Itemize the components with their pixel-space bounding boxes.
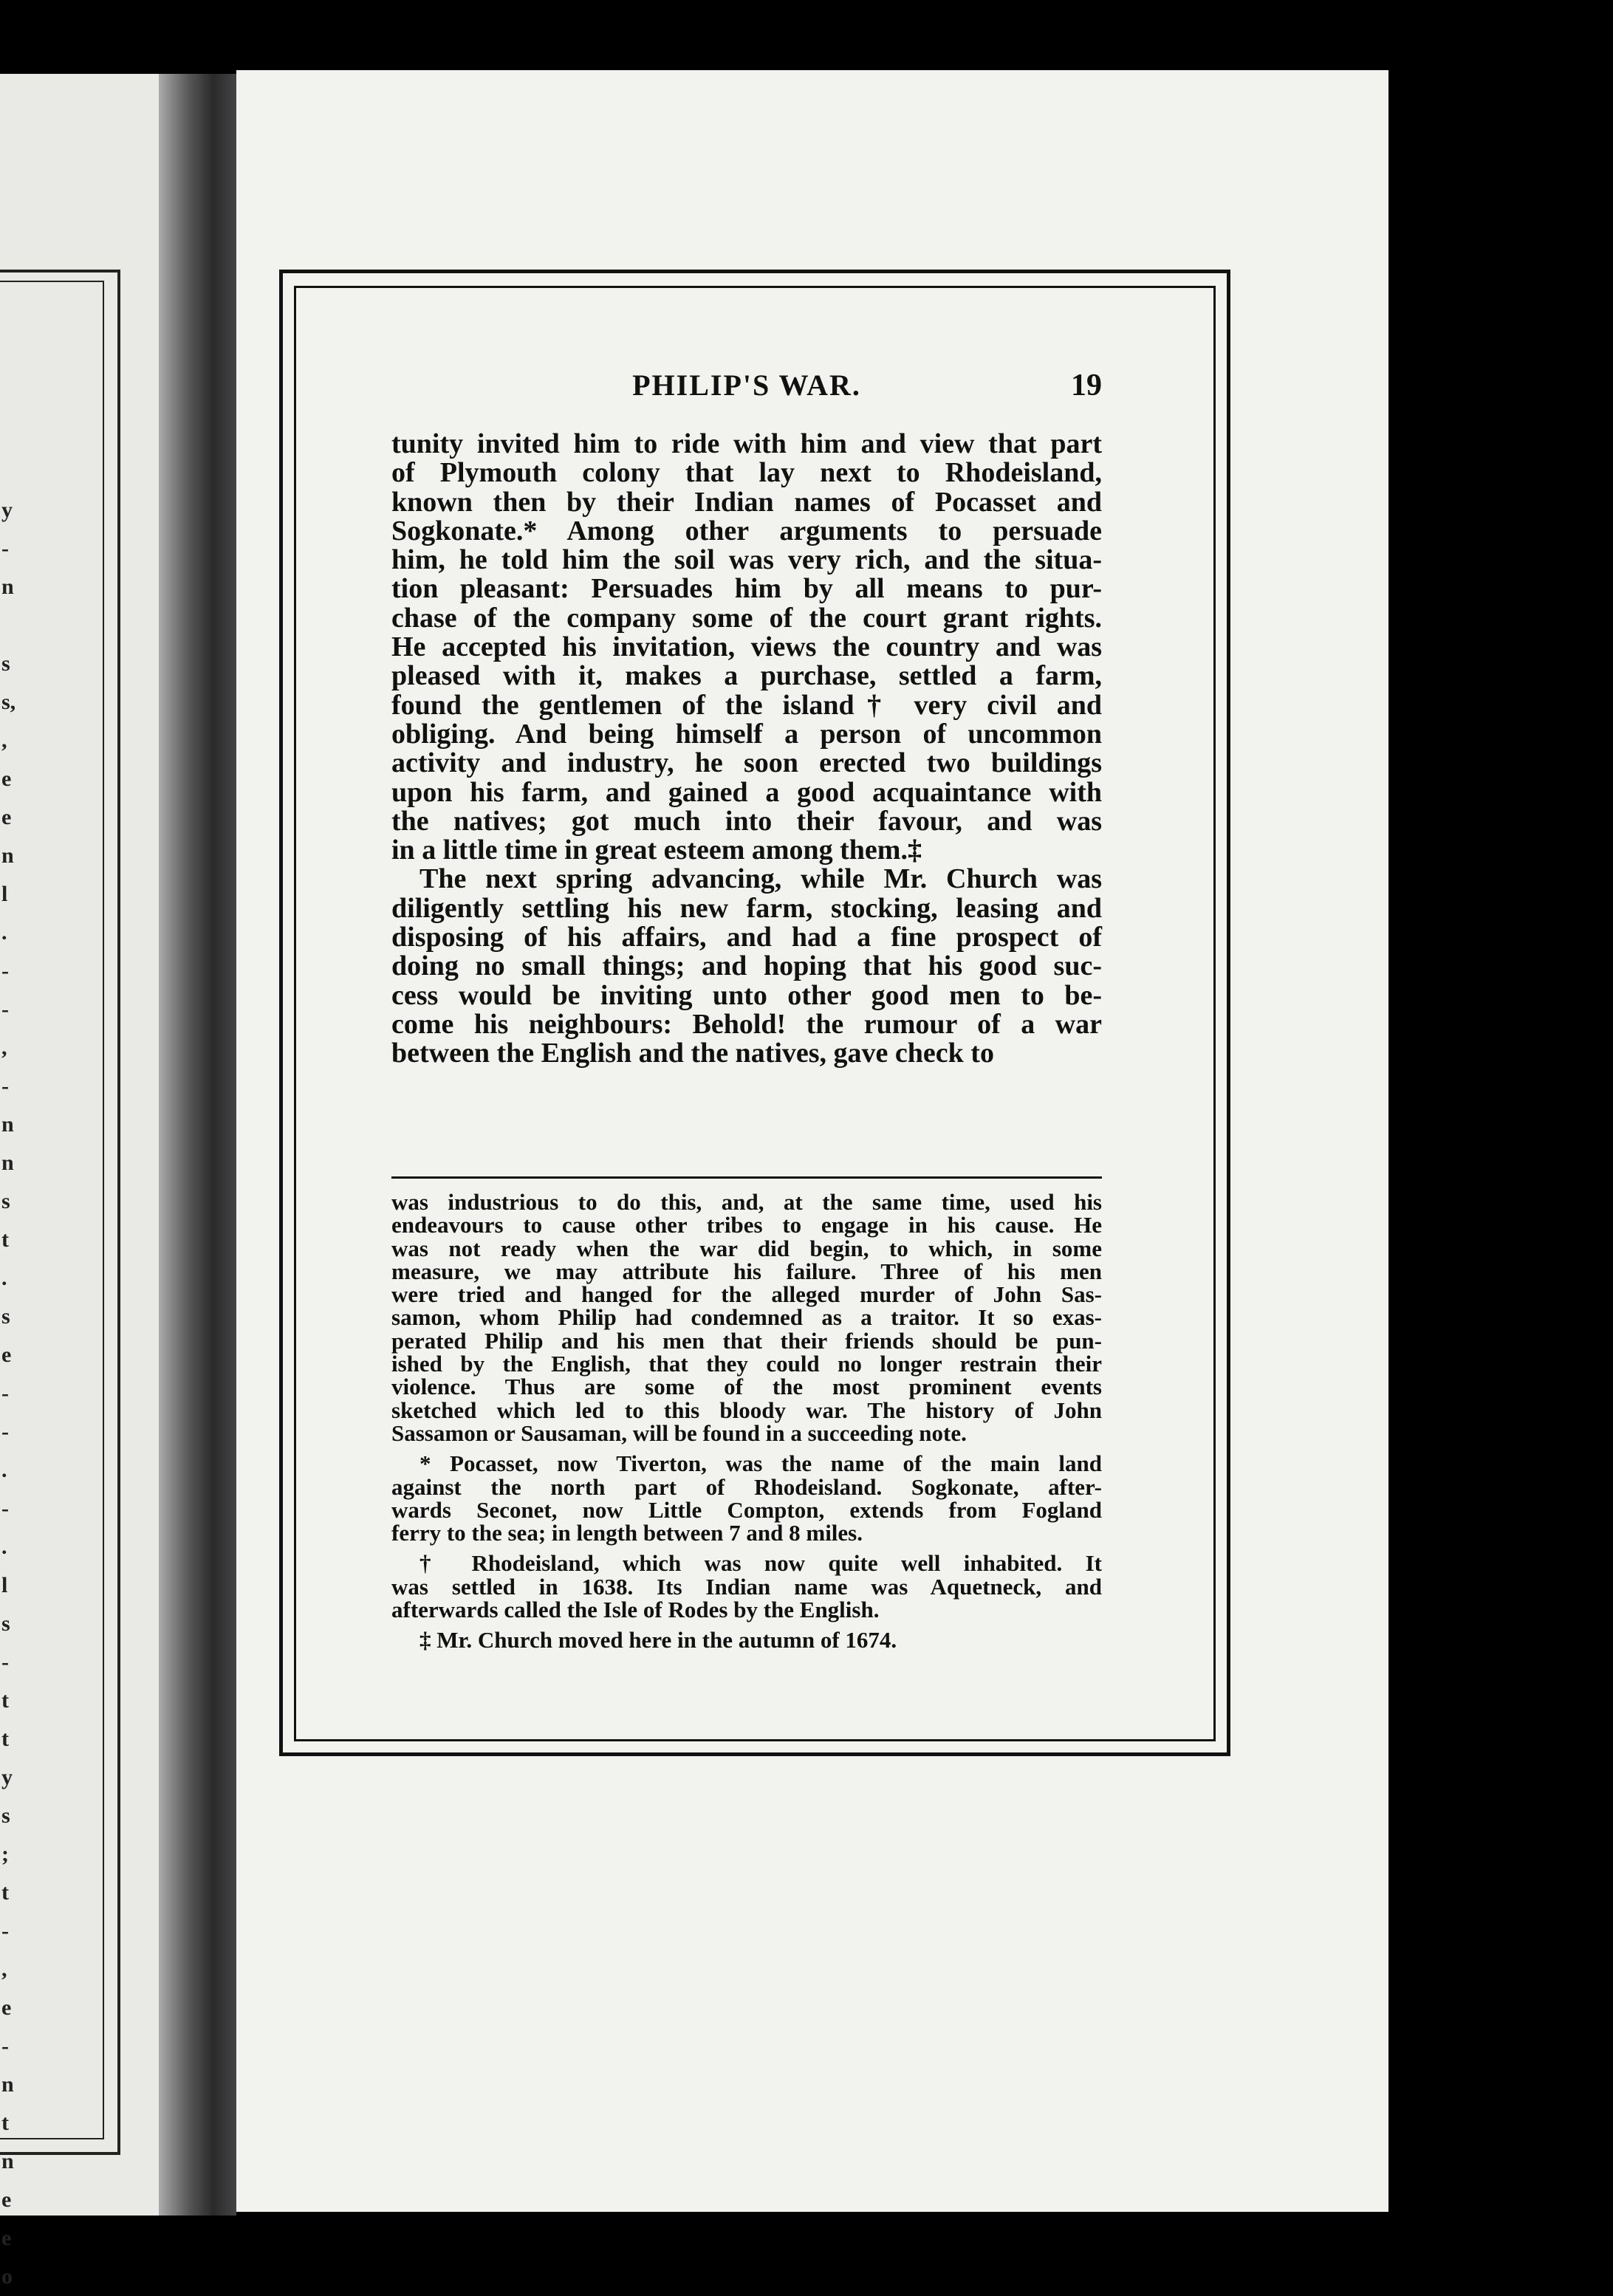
footnote-line: * Pocasset, now Tiverton, was the name of the main land xyxy=(419,1450,1102,1477)
footnote-line: perated Philip and his men that their friends should be pun- xyxy=(391,1327,1102,1354)
footnote-rule xyxy=(391,1176,1102,1179)
left-page-edge-char: l xyxy=(1,1573,8,1597)
left-page-edge-char: , xyxy=(1,1957,7,1981)
left-page-edge-char: - xyxy=(1,1074,9,1098)
left-page-edge-char: e xyxy=(1,767,12,791)
body-line: found the gentlemen of the island† very civil and xyxy=(391,689,1102,721)
left-page-edge-char: o xyxy=(1,2264,13,2289)
footnote-line: was not ready when the war did begin, to which, in some xyxy=(391,1235,1102,1261)
left-page-edge-char: . xyxy=(1,1458,7,1482)
left-page-edge-char: e xyxy=(1,1995,12,2020)
left-page-edge-char: n xyxy=(1,575,14,599)
left-page-edge-char: - xyxy=(1,997,9,1021)
left-page-edge-char: . xyxy=(1,920,7,945)
left-page-edge-char: n xyxy=(1,1151,14,1175)
footnotes xyxy=(391,1190,1102,1659)
footnote-line: afterwards called the Isle of Rodes by the English. xyxy=(391,1597,880,1623)
body-line: The next spring advancing, while Mr. Church was xyxy=(419,863,1102,895)
footnote-line: Sassamon or Sausaman, will be found in a succeeding note. xyxy=(391,1419,967,1446)
left-page-edge-char: e xyxy=(1,2226,12,2250)
footnote-line: measure, we may attribute his failure. Three of his men xyxy=(391,1258,1102,1284)
book-gutter xyxy=(159,74,236,2216)
body-line: tion pleasant: Persuades him by all means to pur- xyxy=(391,573,1102,605)
left-page-edge-char: s xyxy=(1,1803,10,1828)
left-page-edge-char: ; xyxy=(1,1842,9,1866)
left-page-edge-char: t xyxy=(1,2111,9,2135)
footnote-line: endeavours to cause other tribes to engage in his cause. He xyxy=(391,1212,1102,1238)
left-page-edge-char xyxy=(1,606,16,645)
left-page-edge-char: - xyxy=(1,959,9,983)
left-page-edge-char: - xyxy=(1,2034,9,2058)
page-number: 19 xyxy=(1071,369,1102,402)
left-page-edge-char: - xyxy=(1,1381,9,1405)
left-page-edge-char: t xyxy=(1,1227,9,1252)
body-text xyxy=(391,430,1102,1069)
footnote-line: wards Seconet, now Little Compton, extends from Fogland xyxy=(391,1496,1102,1523)
body-line: pleased with it, makes a purchase, settled a farm, xyxy=(391,660,1102,692)
footnote-line: violence. Thus are some of the most prominent events xyxy=(391,1374,1102,1400)
left-page-edge-char: s xyxy=(1,651,10,676)
body-line: doing no small things; and hoping that his good suc- xyxy=(391,950,1102,982)
left-page-edge-char: l xyxy=(1,882,8,906)
left-page-cut-off-text xyxy=(1,491,16,2296)
footnote-line: ished by the English, that they could no longer restrain their xyxy=(391,1351,1102,1377)
footnote-line: samon, whom Philip had condemned as a traitor. It so exas- xyxy=(391,1304,1102,1331)
left-page-edge-char: . xyxy=(1,1266,7,1290)
body-line: Sogkonate.* Among other arguments to persuade xyxy=(391,515,1102,546)
footnote-dagger xyxy=(391,1552,1102,1621)
left-page-edge-char: e xyxy=(1,2187,12,2212)
left-page-edge-char: n xyxy=(1,2149,14,2173)
footnote-line: sketched which led to this bloody war. The history of John xyxy=(391,1397,1102,1423)
body-line: him, he told him the soil was very rich, and the situa- xyxy=(391,544,1102,576)
body-line: diligently settling his new farm, stocking, leasing and xyxy=(391,892,1102,924)
left-page-edge-char: y xyxy=(1,1765,13,1789)
footnote-line: against the north part of Rhodeisland. Sogkonate, after- xyxy=(391,1473,1102,1500)
body-line: come his neighbours: Behold! the rumour of a war xyxy=(391,1008,1102,1040)
left-page-edge-char: - xyxy=(1,1419,9,1444)
left-page-edge-char: . xyxy=(1,1535,7,1559)
left-page-edge-char: n xyxy=(1,843,14,868)
left-page-edge-char: t xyxy=(1,1880,9,1905)
body-line: obliging. And being himself a person of uncommon xyxy=(391,718,1102,750)
left-page-edge-char: t xyxy=(1,1727,9,1751)
footnote-continued xyxy=(391,1190,1102,1445)
body-line: between the English and the natives, gave check to xyxy=(391,1038,994,1069)
body-line: known then by their Indian names of Pocasset and xyxy=(391,486,1102,518)
left-page-fragment xyxy=(0,74,159,2289)
body-line: of Plymouth colony that lay next to Rhodeisland, xyxy=(391,457,1102,489)
footnote-asterisk xyxy=(391,1452,1102,1544)
left-page-edge-char: y xyxy=(1,498,13,522)
footnote-line: were tried and hanged for the alleged murder of John Sas- xyxy=(391,1281,1102,1308)
left-page-edge-char: - xyxy=(1,1496,9,1521)
left-page-edge-char: e xyxy=(1,1343,12,1367)
body-line: chase of the company some of the court grant rights. xyxy=(391,602,1102,634)
left-page-edge-char: s xyxy=(1,1189,10,1213)
left-page-edge-char: - xyxy=(1,1919,9,1943)
left-page-edge-char: e xyxy=(1,805,12,829)
body-line: tunity invited him to ride with him and view that part xyxy=(391,428,1102,459)
body-line: He accepted his invitation, views the country and was xyxy=(391,631,1102,663)
body-line: the natives; got much into their favour, and was xyxy=(391,805,1102,837)
left-page-edge-char: - xyxy=(1,1650,9,1674)
left-page-edge-char: s, xyxy=(1,690,16,714)
left-page-edge-char: t xyxy=(1,1688,9,1713)
body-line: disposing of his affairs, and had a fine prospect of xyxy=(391,922,1102,953)
footnote-line: was industrious to do this, and, at the same time, used his xyxy=(391,1189,1102,1215)
running-title: PHILIP'S WAR. xyxy=(632,369,861,402)
body-line: cess would be inviting unto other good men to be- xyxy=(391,979,1102,1011)
body-line: in a little time in great esteem among them.‡ xyxy=(391,835,922,866)
left-page-edge-char: , xyxy=(1,728,7,753)
left-page-edge-char: n xyxy=(1,2072,14,2097)
left-page-edge-char: n xyxy=(1,1112,14,1137)
body-line: activity and industry, he soon erected two buildings xyxy=(391,747,1102,779)
body-line: upon his farm, and gained a good acquaintance with xyxy=(391,776,1102,808)
left-page-edge-char: s xyxy=(1,1304,10,1329)
left-page-edge-char: , xyxy=(1,1035,7,1060)
footnote-line: ‡ Mr. Church moved here in the autumn of 1674. xyxy=(419,1627,897,1654)
left-page-edge-char: - xyxy=(1,536,9,561)
footnote-line: † Rhodeisland, which was now quite well inhabited. It xyxy=(419,1550,1102,1577)
footnote-line: was settled in 1638. Its Indian name was Aquetneck, and xyxy=(391,1573,1102,1600)
page-header xyxy=(391,368,1102,412)
footnote-double-dagger xyxy=(391,1627,1102,1654)
left-page-edge-char: s xyxy=(1,1611,10,1636)
footnote-line: ferry to the sea; in length between 7 and 8 miles. xyxy=(391,1520,863,1546)
